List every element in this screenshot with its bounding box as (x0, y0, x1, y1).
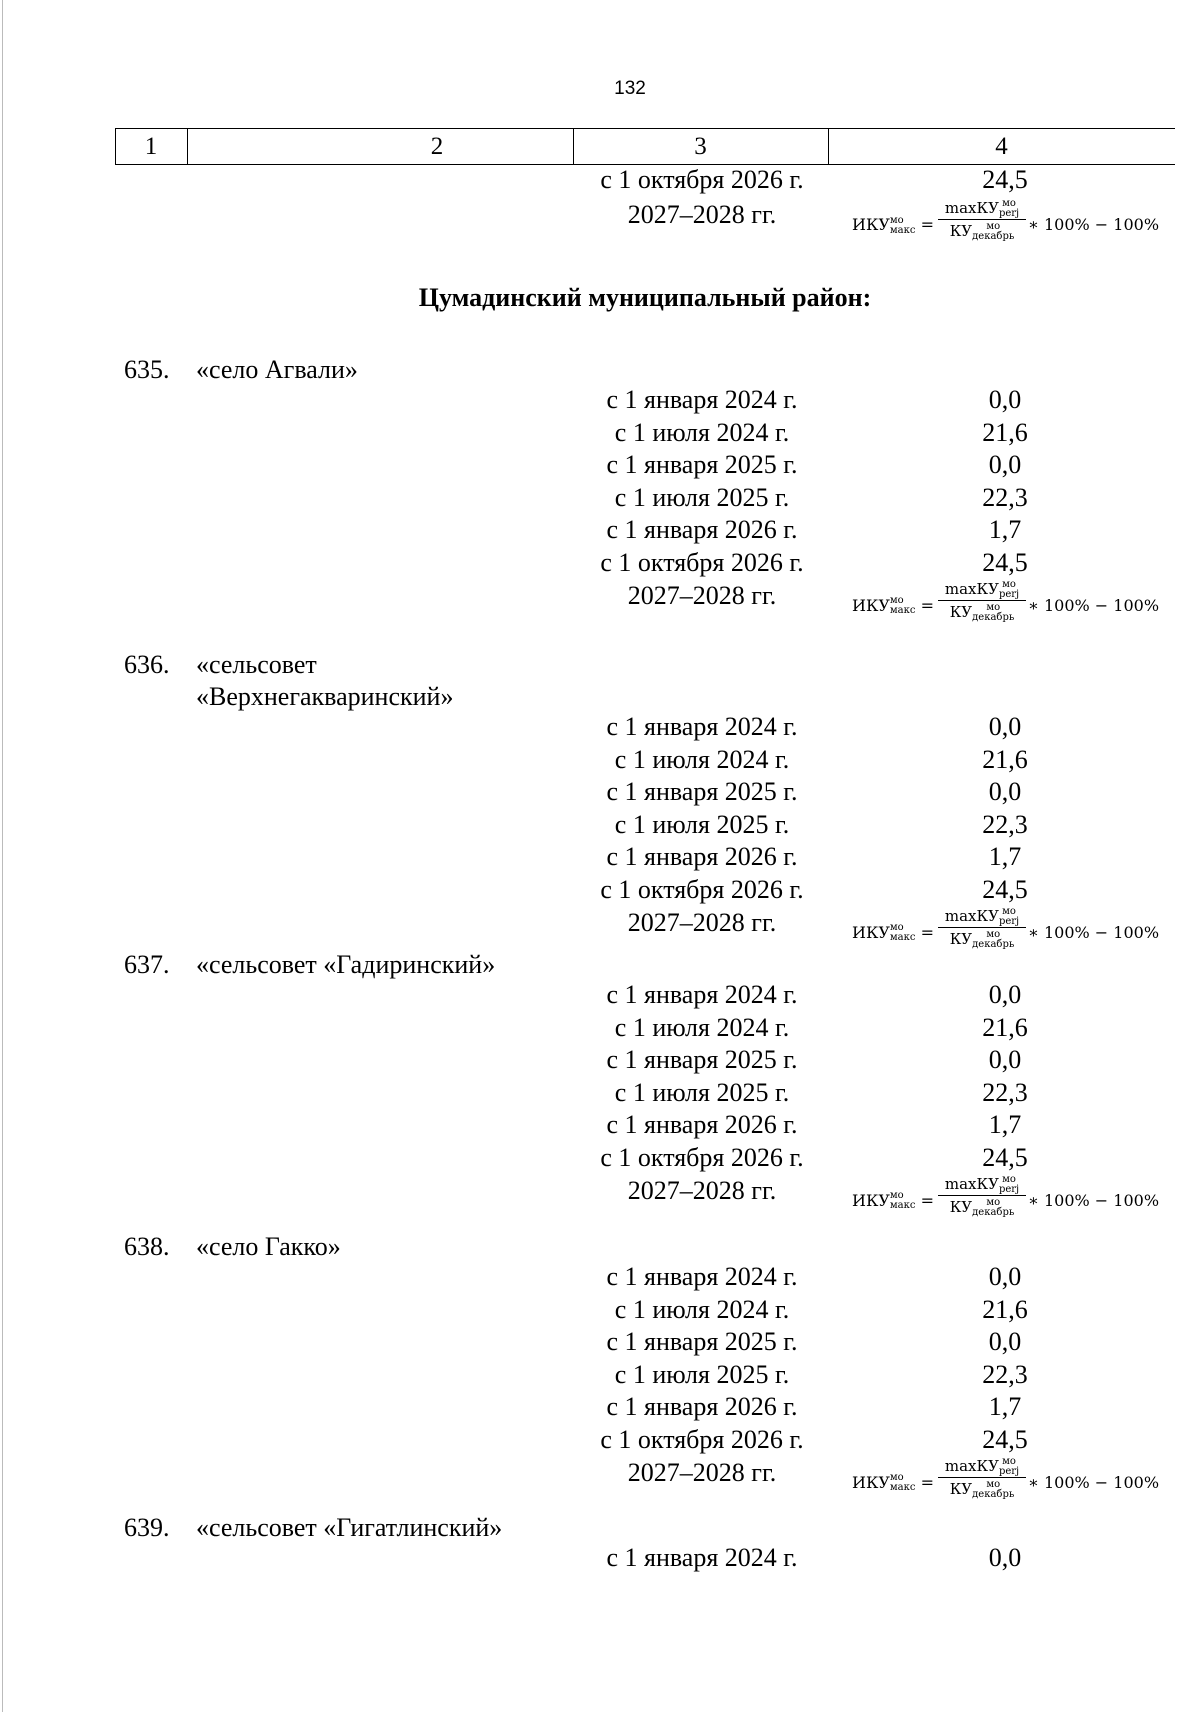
schedule-value: 0,0 (988, 1543, 1022, 1572)
schedule-value: 0,0 (988, 1045, 1022, 1075)
entry-number: 635. (124, 355, 170, 384)
entry-name: «сельсовет (196, 650, 317, 679)
page-number: 132 (614, 78, 646, 99)
schedule-value: 0,0 (988, 980, 1022, 1009)
schedule-value: 0,0 (988, 712, 1022, 741)
schedule-date: с 1 июля 2024 г. (614, 1294, 790, 1324)
schedule-date: с 1 октября 2026 г. (600, 1143, 804, 1172)
entry-number: 637. (124, 950, 170, 979)
schedule-value: 24,5 (982, 1143, 1028, 1172)
schedule-value: 21,6 (982, 417, 1028, 447)
schedule-date: с 1 июля 2025 г. (614, 809, 790, 839)
formula-lhs: ИКУ мо макс = (852, 595, 934, 617)
table-header (115, 128, 1175, 165)
formula-rhs: ∗ 100% − 100% (1028, 1190, 1160, 1210)
schedule-date: 2027–2028 гг. (627, 580, 777, 610)
schedule-date: с 1 июля 2025 г. (614, 1359, 790, 1389)
schedule-value: 24,5 (982, 1425, 1028, 1454)
schedule-date: с 1 января 2025 г. (606, 1327, 798, 1357)
schedule-value: 1,7 (988, 1110, 1022, 1140)
formula-rhs: ∗ 100% − 100% (1028, 1472, 1160, 1492)
formula-rhs: ∗ 100% − 100% (1028, 922, 1160, 942)
schedule-value: 1,7 (988, 1392, 1022, 1422)
schedule-date: с 1 января 2024 г. (606, 385, 798, 414)
schedule-value: 22,3 (982, 1077, 1028, 1107)
schedule-value: 22,3 (982, 1359, 1028, 1389)
schedule-value: 21,6 (982, 1294, 1028, 1324)
schedule-value: 1,7 (988, 515, 1022, 545)
formula-lhs: ИКУ мо макс = (852, 1190, 934, 1212)
header-col-2: 2 (430, 133, 444, 160)
formula-fraction: maxКУ мо perj КУ мо декабрь (938, 903, 1026, 950)
schedule-date: с 1 июля 2024 г. (614, 744, 790, 774)
schedule-value: 21,6 (982, 744, 1028, 774)
formula (852, 1453, 1162, 1503)
entry-name: «село Агвали» (196, 355, 358, 384)
schedule-date: с 1 октября 2026 г. (600, 548, 804, 577)
schedule-value: 0,0 (988, 450, 1022, 480)
formula-lhs: ИКУ мо макс = (852, 922, 934, 944)
formula (852, 576, 1162, 626)
schedule-date: 2027–2028 гг. (627, 1175, 777, 1205)
schedule-date: с 1 октября 2026 г. (600, 165, 804, 194)
formula-fraction: maxКУ мо perj КУ мо декабрь (938, 1171, 1026, 1218)
entry-number: 636. (124, 650, 170, 679)
schedule-date: с 1 января 2024 г. (606, 1262, 798, 1291)
schedule-date: с 1 июля 2024 г. (614, 417, 790, 447)
schedule-date: с 1 января 2024 г. (606, 712, 798, 741)
entry-name: «село Гакко» (196, 1232, 341, 1261)
entry-name: «Верхнегакваринский» (196, 682, 454, 711)
schedule-date: с 1 января 2024 г. (606, 980, 798, 1009)
schedule-value: 22,3 (982, 809, 1028, 839)
schedule-value: 24,5 (982, 875, 1028, 904)
schedule-date: с 1 января 2026 г. (606, 515, 798, 545)
header-col-4: 4 (995, 133, 1008, 160)
schedule-date: 2027–2028 гг. (627, 907, 777, 937)
schedule-date: с 1 января 2026 г. (606, 1392, 798, 1422)
formula-fraction: maxКУ мо perj КУ мо декабрь (938, 576, 1026, 623)
formula-fraction: maxКУ мо perj КУ мо декабрь (938, 195, 1026, 242)
schedule-date: с 1 июля 2024 г. (614, 1012, 790, 1042)
schedule-date: 2027–2028 гг. (627, 1457, 777, 1487)
schedule-date: с 1 января 2025 г. (606, 1045, 798, 1075)
schedule-date: с 1 января 2026 г. (606, 842, 798, 872)
entry-name: «сельсовет «Гадиринский» (196, 950, 496, 979)
entry-number: 639. (124, 1513, 170, 1542)
entry-name: «сельсовет «Гигатлинский» (196, 1513, 503, 1542)
schedule-value: 0,0 (988, 385, 1022, 414)
schedule-value: 0,0 (988, 777, 1022, 807)
formula-lhs: ИКУ мо макс = (852, 214, 934, 236)
schedule-date: с 1 января 2024 г. (606, 1543, 798, 1572)
schedule-value: 0,0 (988, 1327, 1022, 1357)
schedule-date: с 1 января 2025 г. (606, 450, 798, 480)
schedule-value: 1,7 (988, 842, 1022, 872)
section-heading: Цумадинский муниципальный район: (418, 283, 872, 312)
formula-rhs: ∗ 100% − 100% (1028, 215, 1160, 234)
schedule-value: 24,5 (982, 165, 1028, 194)
formula (852, 903, 1162, 953)
scan-edge (2, 0, 3, 1712)
header-col-1: 1 (144, 133, 158, 160)
schedule-value: 0,0 (988, 1262, 1022, 1291)
formula (852, 1171, 1162, 1221)
schedule-date: с 1 января 2026 г. (606, 1110, 798, 1140)
formula-rhs: ∗ 100% − 100% (1028, 595, 1160, 615)
formula-fraction: maxКУ мо perj КУ мо декабрь (938, 1453, 1026, 1500)
schedule-date: с 1 января 2025 г. (606, 777, 798, 807)
formula-lhs: ИКУ мо макс = (852, 1472, 934, 1494)
schedule-date: с 1 июля 2025 г. (614, 1077, 790, 1107)
header-col-3: 3 (694, 133, 707, 160)
entry-number: 638. (124, 1232, 170, 1261)
schedule-date: с 1 октября 2026 г. (600, 1425, 804, 1454)
schedule-date: 2027–2028 гг. (627, 200, 777, 229)
schedule-date: с 1 июля 2025 г. (614, 482, 790, 512)
schedule-date: с 1 октября 2026 г. (600, 875, 804, 904)
schedule-value: 22,3 (982, 482, 1028, 512)
formula (852, 195, 1162, 245)
schedule-value: 21,6 (982, 1012, 1028, 1042)
schedule-value: 24,5 (982, 548, 1028, 577)
